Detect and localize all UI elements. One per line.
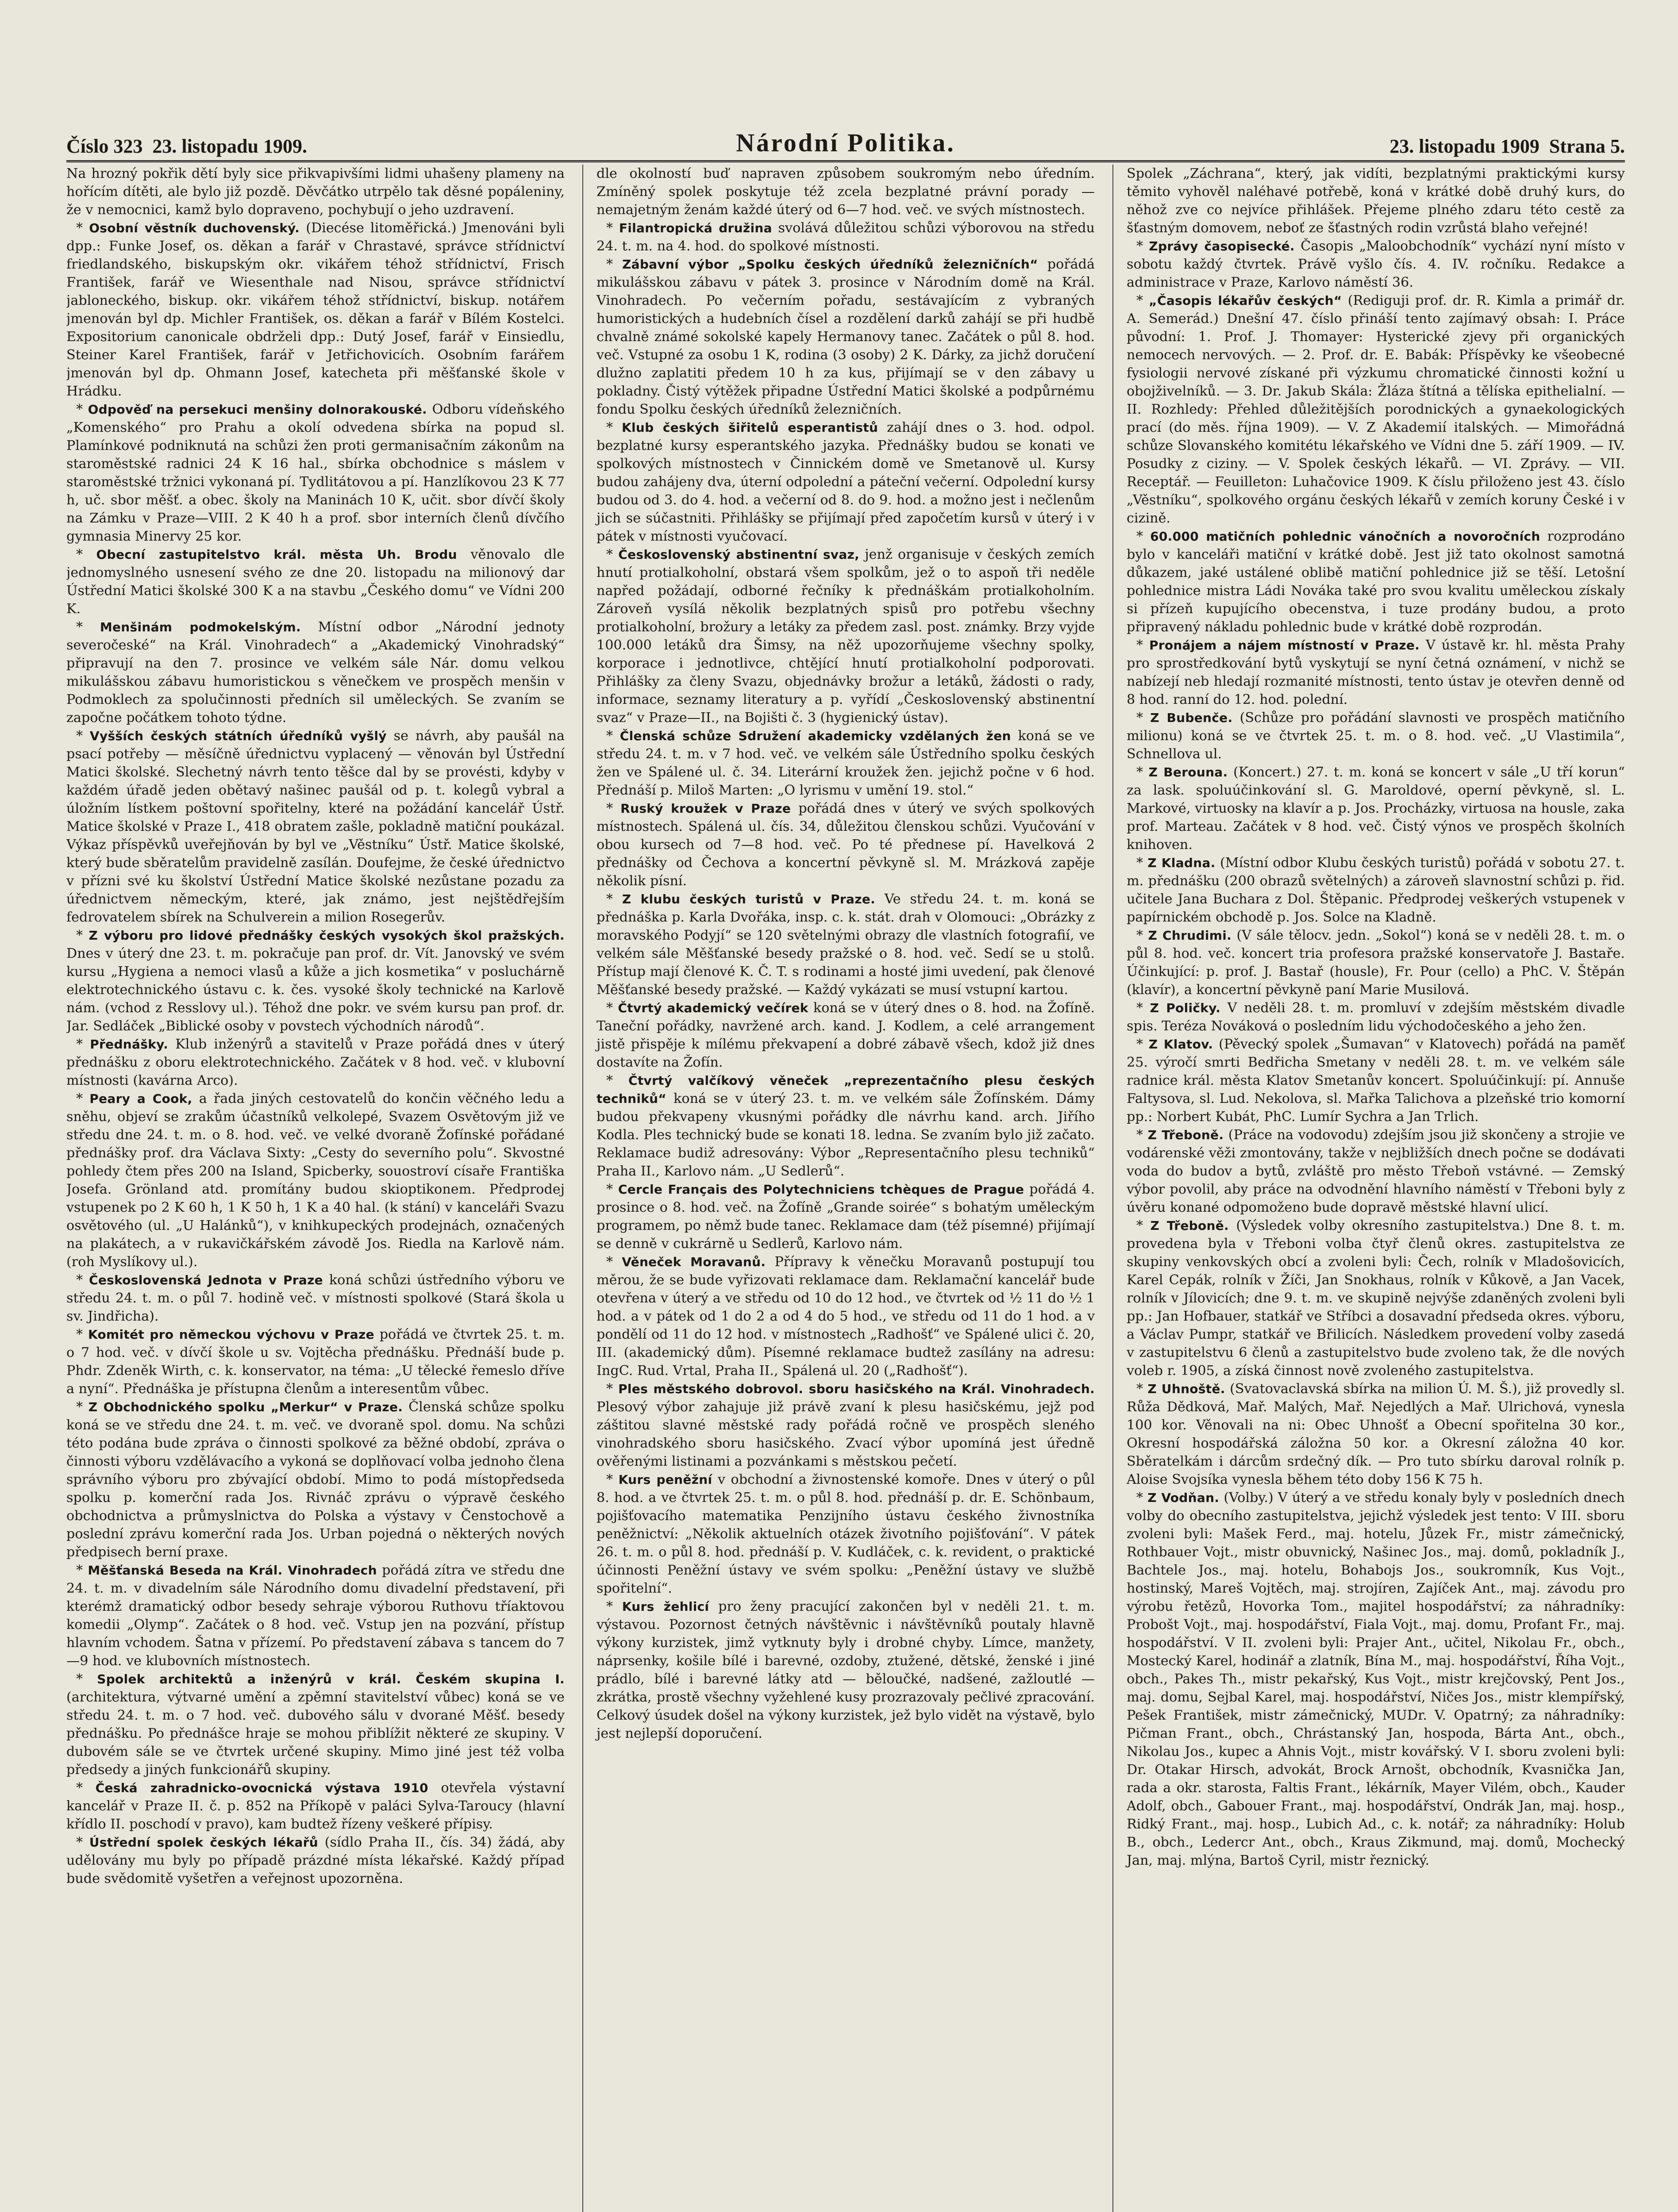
news-item-heading: Cercle Français des Polytechniciens tchèques de Prague xyxy=(618,1182,1024,1197)
news-item-heading: Z Berouna. xyxy=(1148,765,1228,780)
news-item: * Kurs žehlicí pro ženy pracující zakončen byl v neděli 21. t. m. výstavou. Pozornost četných návštěvnic i návštěvníků poutaly hlavně výkony kurzistek, jimž vytknuty byly i drobné chyby. Límce, manžety, náprsenky, košile bílé i barevné, ozdoby, ztužené, dětské, ženské i jiné prádlo, bílé i barevné látky atd — běloučké, nadšené, zažloutlé — zkrátka, prostě všechny vyžehlené kusy prozrazovaly pečlivé zpracování. Celkový úsudek došel na výkony kurzistek, jež bylo vidět na výstavě, bylo jest nejlepší doporučení. xyxy=(597,1599,1095,1741)
news-item-text: Klub inženýrů a stavitelů v Praze pořádá dnes v úterý přednášku z oboru elektrotechnického. Začátek v 8 hod. več. v klubovní místnosti (kavárna Arco). xyxy=(66,1037,565,1088)
news-item-heading: Z Třeboně. xyxy=(1147,1128,1224,1142)
news-item xyxy=(1127,165,1625,237)
news-item-text: Plesový výbor zahajuje již právě zvaní k plesu hasičskému, jejž pod záštitou slavné městské rady pořádá ročně ve prospěch sleného vinohradského sboru hasičského. Zvací výbor upomíná jest úředně ověřenými listinami a pozvánkami s městskou pečetí. xyxy=(597,1399,1095,1469)
news-item: * Z Třeboně. (Práce na vodovodu) zdejším jsou již skončeny a strojie ve vodárenské věži zmontovány, takže v nejbližších dnech počne se dodávati voda do budov a bytů, zvláště pro město Třeboň vstávné. — Zemský výbor povolil, aby práce na odvodnění hlavního náměstí v Třeboni byly z úvěru konané odpomoženo bude dopravě městské hlavní ulicí. xyxy=(1127,1127,1625,1215)
news-item-text: (Svatovaclavská sbírka na milion Ú. M. Š.), již provedly sl. Růža Dědková, Mař. Malých, Mař. Nejedlých a Mař. Ulrichová, vynesla 100 kor. Věnovali na ni: Obec Uhnošť a Obecní spořitelna 30 kor., Okresní hospodářská záložna 50 kor. a Okresní záložna 40 kor. Sběratelkám i dárcům srdečný dík. — Pro tuto sbírku daroval rolník p. Aloise Svojsíka vynesla během této doby 156 K 75 h. xyxy=(1127,1381,1625,1487)
news-item-heading: Z Obchodnického spolku „Merkur“ v Praze. xyxy=(88,1400,403,1414)
news-item-heading: Přednášky. xyxy=(90,1037,169,1052)
news-item-text: Na hrozný pokřik dětí byly sice přikvapivšími lidmi uhašeny plameny na hořícím dítěti, ale bylo již pozdě. Děvčátko utrpělo tak děsné popáleniny, že v nemocnici, kamž bylo dopraveno, pochybují o jeho uzdravení. xyxy=(66,166,565,218)
news-item-text: svolává důležitou schůzi výborovou na středu 24. t. m. na 4. hod. do spolkové místnosti. xyxy=(597,220,1095,254)
news-item-text: pořádá mikulášskou zábavu v pátek 3. prosince v Národním domě na Král. Vinohradech. Po večerním pořadu, sestávajícím z vybraných humoristických a hudebních čísel a rozdělení darků zahájí se při hudbě chvalně známé sokolské kapely Hermanovy tanec. Začátek o půl 8. hod. več. Vstupné za osobu 1 K, rodina (3 osoby) 2 K. Dárky, za jichž doručení dlužno zaplatiti předem 10 h za kus, přijímají se v den zábavy u pokladny. Čistý výtěžek připadne Ústřední Matici školské a podpůrnému fondu Spolku českých úředníků železničních. xyxy=(597,257,1095,417)
news-item-text: dle okolností buď napraven způsobem soukromým nebo úředním. Zmíněný spolek poskytuje též zcela bezplatné právní porady — nemajetným ženám každé úterý od 6—7 hod. več. ve svých místnostech. xyxy=(597,166,1095,218)
news-item-text: (Pěvecký spolek „Šumavan“ v Klatovech) pořádá na paměť 25. výročí smrti Bedřicha Smetany v neděli 28. t. m. ve velkém sále radnice král. města Klatov Smetanův koncert. Spoluúčinkují: pí. Annuše Faltysova, sl. Lud. Nekolova, sl. Mařka Talichova a plzeňské trio komorní pp.: Norbert Kubát, PhC. Lumír Sychra a Jan Trlich. xyxy=(1127,1037,1625,1125)
news-item-heading: Z Kladna. xyxy=(1147,856,1216,870)
news-item: * Česká zahradnicko-ovocnická výstava 1910 otevřela výstavní kancelář v Praze II. č. p. 852 na Příkopě v paláci Sylva-Taroucy (hlavní křídlo II. poschodí v pravo), kam budtež řízeny veškeré přípisy. xyxy=(66,1780,565,1832)
news-item-text: rozprodáno bylo v kanceláři matiční v krátké době. Jest již tato okolnost samotná důkazem, jaké ustálené oblibě matiční pohlednice již se těší. Letošní pohlednice mistra Ládi Nováka také pro svou kvalitu uměleckou získaly si přízeň kupujícího obecenstva, i tuze prodány budou, a proto připravený nákladu pohlednic bude v krátké době rozprodán. xyxy=(1127,529,1625,635)
news-item: * Filantropická družina svolává důležitou schůzi výborovou na středu 24. t. m. na 4. hod. do spolkové místnosti. xyxy=(597,220,1095,254)
news-item-text: věnovalo dle jednomyslného usnesení svého ze dne 20. listopadu na milionový dar Ústřední Matici školské 300 K a na stavbu „Českého domu“ ve Vídni 200 K. xyxy=(66,547,565,617)
news-item: * Z Berouna. (Koncert.) 27. t. m. koná se koncert v sále „U tří korun“ za lask. spoluúčinkování sl. G. Maroldové, operní pěvkyně, sl. L. Markové, virtuosky na klavír a p. Jos. Procházky, virtuosa na housle, zaka prof. Marteau. Začátek v 8 hod. več. Čistý výnos ve prospěch školních knihoven. xyxy=(1127,764,1625,853)
news-item-heading: Klub českých šiřitelů esperantistů xyxy=(622,420,878,435)
news-item-heading: Z Chrudimi. xyxy=(1148,928,1232,943)
news-item-text: pořádá zítra ve středu dne 24. t. m. v divadelním sále Národního domu divadelní představení, při kterémž dramatický odbor besedy sehraje výborou Ruthovu tříaktovou komedii „Olymp“. Začátek o 8 hod. več. Vstup jen na pozvání, přístup hlavním vchodem. Šatna v přízemí. Po představení zábava s tancem do 7—9 hod. ve klubovních místnostech. xyxy=(66,1563,565,1669)
news-item: * Osobní věstník duchovenský. (Diecése litoměřická.) Jmenováni byli dpp.: Funke Josef, os. děkan a farář v Chrastavé, správce střídnictví friedlandského, biskupským okr. vikářem téhož střídnictví, Frisch František, farář ve Wiesenthale nad Nisou, správce střídnictví jabloneckého, biskup. okr. vikářem téhož střídnictví, biskup. notářem jmenován byl dp. Michler František, os. děkan a farář v Bílém Kostelci. Expositorium canonicale obdrželi dpp.: Dutý Josef, farář v Einsiedlu, Steiner Karel František, farář v Jetřichovicích. Osobním farářem jmenován byl dp. Ohmann Josef, katecheta při měšťanské škole v Hrádku. xyxy=(66,220,565,399)
news-item-heading: Menšinám podmokelským. xyxy=(100,620,301,634)
news-item-heading: Osobní věstník duchovenský. xyxy=(89,221,300,235)
news-item-heading: Kurs peněžní xyxy=(618,1472,712,1487)
news-item-text: V neděli 28. t. m. promluví v zdejším městském divadle spis. Terézа Nováková o posledním lidu východočeského a jeho žen. xyxy=(1127,1000,1625,1034)
column-3 xyxy=(1112,165,1625,2212)
news-item: * Z klubu českých turistů v Praze. Ve středu 24. t. m. koná se přednáška p. Karla Dvořáka, insp. c. k. stát. drah v Olomouci: „Obrázky z moravského Podyjí“ se 120 světelnými obrazy dle vlastních fotografií, ve velkém sále Měšťanské besedy pražské o 8. hod. več. Sedí se u stolů. Přístup mají členové K. Č. T. s rodinami a hosté jimi uvedení, pak členové Měšťanské besedy pražské. — Každý vykázati se musí vstupní kartou. xyxy=(597,891,1095,998)
news-item: * Menšinám podmokelským. Místní odbor „Národní jednoty severočeské“ na Král. Vinohradech“ a „Akademický Vinohradský“ připravují na den 7. prosince ve velkém sále Nár. domu velkou mikulášskou zábavu humoristickou s věnečkem ve prospěch menšin v Podmoklech za spolučinnosti předních sil uměleckých. Se zvaním se započne počátkem tohoto týdne. xyxy=(66,619,565,726)
news-item-heading: Z Uhnoště. xyxy=(1147,1382,1225,1396)
issue-date-right: 23. listopadu 1909 Strana 5. xyxy=(1389,135,1625,157)
news-item-text: Spolek „Záchrana“, který, jak vidíti, bezplatnými praktickými kursy těmito vyhověl naléhavé potřebě, koná v krátké době druhý kurs, do něhož zve co nejvíce přihlášek. Přejeme plného zdaru této cestě za šťastným domovem, neboť ze šťastných rodin vzrůstá blaho veřejné! xyxy=(1127,166,1625,236)
news-item-heading: „Časopis lékařův českých“ xyxy=(1149,293,1342,308)
news-item-text: (Rediguji prof. dr. R. Kimla a primář dr. A. Semerád.) Dnešní 47. číslo přináší tento zajímavý obsah: I. Práce původní: 1. Prof. J. Thomayer: Hysterické zjevy při organických nemocech nervových. — 2. Prof. dr. E. Babák: Příspěvky ke všeobecné fysiologii nervové získané při výzkumu chromatické činnosti kožní u obojživelníků. — 3. Dr. Jakub Skála: Žláza štítná a tělíska epithelialní. — II. Rozhledy: Přehled důležitějších porodnických a gynaekologických prací (do měs. října 1909). — V. Z Akademií italských. — Mimořádná schůze Slovanského komitétu lékařského ve Vídni dne 5. září 1909. — IV. Posudky z ciziny. — V. Spolek českých lékařů. — VI. Zprávy. — VII. Receptář. — Feuilleton: Luhačovice 1909. K číslu přiloženo jest 43. číslo „Věstníku“, spolkového orgánu českých lékařů v zemích koruny České i v cizině. xyxy=(1127,293,1625,526)
news-item-heading: Věneček Moravanů. xyxy=(622,1255,766,1269)
news-item-heading: Z Bubenče. xyxy=(1150,710,1233,725)
news-item: * Přednášky. Klub inženýrů a stavitelů v Praze pořádá dnes v úterý přednášku z oboru elektrotechnického. Začátek v 8 hod. več. v klubovní místnosti (kavárna Arco). xyxy=(66,1037,565,1088)
news-item: * Čtvrtý valčíkový věneček „reprezentačního plesu českých techniků“ koná se v úterý 23. t. m. ve velkém sále Žofínském. Dámy budou překvapeny vkusnými pořádky dle návrhu kand. arch. Jiřího Kodla. Ples technický bude se konati 18. ledna. Se zvaním bylo již začato. Reklamace budiž adresovány: Výbor „Representačního plesu techniků“ Praha II., Karlovo nám. „U Sedlerů“. xyxy=(597,1073,1095,1179)
news-item-text: Časopis „Maloobchodník“ vychází nyní místo v sobotu každý čtvrtek. Právě vyšlo čís. 4. IV. ročníku. Redakce a administrace v Praze, Karlovo náměstí 36. xyxy=(1127,238,1625,290)
news-item-text: jenž organisuje v českých zemích hnutí protialkoholní, obstará všem spolkům, jež o to aspoň tři neděle napřed požádají, odborné řečníky k přednáškám protialkoholním. Zároveň vysílá několik bezplatných spisů pro potřebu všechny protialkoholní, brožury a letáky za předem zasl. post. známky. Brzy vyjde 100.000 letáků dra Šimsy, na něž upozorňujeme všechny spolky, korporace i jednotlivce, chtějící hnutí protialkoholní podporovati. Přihlášky za členy Svazu, objednávky brožur a letáků, žádosti o rady, informace, seznamy literatury a p. vyřídí „Československý abstinentní svaz“ v Praze—II., na Bojišti č. 3 (hygienický ústav). xyxy=(597,547,1095,726)
news-item: * Odpověď na persekuci menšiny dolnorakouské. Odboru vídeňského „Komenského“ pro Prahu a okolí odvedena sbírka na popud sl. Plamínkové podniknutá na schůzi žen proti germanisačním zákonům na staroměstské radnici 24 K 16 hal., sbírka obchodnice s máslem v staroměstské tržnici vykonaná pí. Tydlitátovou a pí. Hanzlíkovou 23 K 77 h, uč. sbor měšť. a obec. školy na Maninách 10 K, učit. sbor dívčí školy na Zámku v Praze—VIII. 2 K 40 h a prof. sbor interních členů dívčího gymnasia Minervy 25 kor. xyxy=(66,402,565,544)
news-item: * Z výboru pro lidové přednášky českých vysokých škol pražských. Dnes v úterý dne 23. t. m. pokračuje pan prof. dr. Vít. Janovský ve svém kursu „Hygiena a nemoci vlasů a kůže a jich kosmetika“ v posluchárně elektrotechnického ústavu c. k. čes. vysoké školy technické na Karlově nám. (vchod z Resslovy ul.). Téhož dne pokr. ve svém kursu pan prof. dr. Jar. Sedláček „Biblické osoby v povstech východních národů“. xyxy=(66,928,565,1034)
news-item-text: (Schůze pro pořádání slavnosti ve prospěch matičního milionu) koná se ve čtvrtek 25. t. m. o 8. hod. več. „U Vlastimila“, Schnellova ul. xyxy=(1127,710,1625,762)
news-item-heading: Kurs žehlicí xyxy=(622,1599,709,1614)
news-item-heading: Z Třeboně. xyxy=(1150,1218,1229,1233)
news-item: * Obecní zastupitelstvo král. města Uh. Brodu věnovalo dle jednomyslného usnesení svého ze dne 20. listopadu na milionový dar Ústřední Matici školské 300 K a na stavbu „Českého domu“ ve Vídni 200 K. xyxy=(66,547,565,617)
news-item: * Československý abstinentní svaz, jenž organisuje v českých zemích hnutí protialkoholní, obstará všem spolkům, jež o to aspoň tři neděle napřed požádají, odborné řečníky k přednáškám protialkoholním. Zároveň vysílá několik bezplatných spisů pro potřebu všechny protialkoholní, brožury a letáky za předem zasl. post. známky. Brzy vyjde 100.000 letáků dra Šimsy, na něž upozorňujeme všechny spolky, korporace i jednotlivce, chtějící hnutí protialkoholní podporovati. Přihlášky za členy Svazu, objednávky brožur a letáků, žádosti o rady, informace, seznamy literatury a p. vyřídí „Československý abstinentní svaz“ v Praze—II., na Bojišti č. 3 (hygienický ústav). xyxy=(597,547,1095,726)
news-item-text: koná se v úterý 23. t. m. ve velkém sále Žofínském. Dámy budou překvapeny vkusnými pořádky dle návrhu kand. arch. Jiřího Kodla. Ples technický bude se konati 18. ledna. Se zvaním bylo již začato. Reklamace budiž adresovány: Výbor „Representačního plesu techniků“ Praha II., Karlovo nám. „U Sedlerů“. xyxy=(597,1091,1095,1179)
news-item: * Vyšších českých státních úředníků vyšlý se návrh, aby paušál na psací potřeby — měsíčně úřednictvu vyplacený — věnován byl Ústřední Matici školské. Slechetný návrh tento těšce dal by se provésti, kdyby v každém úřadě jeden obětavý našinec paušál od p. t. kolegů vybral a úložním lístkem poštovní spořitelny, které na požádání kancelář Ústř. Matice školské v Praze I., 418 obratem zašle, pokladně matiční poukázal. Výkaz příspěvků uveřejňován by byl ve „Věstníku“ Ústř. Matice školské, který bude sběratelům pravidelně zasílán. Doufejme, že české úřednictvo v přízni své ku školství Ústřední Matice školské nezůstane pozadu za úřednictvem německým, které, jak známo, jest nejštědřejším fedrovatelem sbírek na Schulverein a milion Rosegerův. xyxy=(66,728,565,925)
news-item-text: Členská schůze spolku koná se ve středu dne 24. t. m. več. ve dvoraně spol. domu. Na schůzi této podána bude zpráva o činnosti spolkové za běžné období, zpráva o činnosti výboru vzdělávacího a vykoná se doplňovací volba jednoho člena správního výboru pro zbývající období. Mimo to podá místopředseda spolku p. komerční rada Jos. Rivnáč zprávu o výpravě českého obchodnictva a průmyslnictva do Polska a výstavy v Čenstochově a poslední zprávu komerční rada Jos. Urban pojedná o některých nových předpisech berní praxe. xyxy=(66,1399,565,1560)
news-item: * Z Klatov. (Pěvecký spolek „Šumavan“ v Klatovech) pořádá na paměť 25. výročí smrti Bedřicha Smetany v neděli 28. t. m. ve velkém sále radnice král. města Klatov Smetanův koncert. Spoluúčinkují: pí. Annuše Faltysova, sl. Lud. Nekolova, sl. Mařka Talichova a plzeňské trio komorní pp.: Norbert Kubát, PhC. Lumír Sychra a Jan Trlich. xyxy=(1127,1037,1625,1125)
news-item: * Komitét pro německou výchovu v Praze pořádá ve čtvrtek 25. t. m. o 7 hod. več. v dívčí škole u sv. Vojtěcha přednášku. Přednáší bude p. Phdr. Zdeněk Wirth, c. k. konservator, na téma: „U tělecké řemeslo dříve a nyní“. Přednáška je přístupna členům a interesentům vůbec. xyxy=(66,1327,565,1397)
news-item: * Ples městského dobrovol. sboru hasičského na Král. Vinohradech. Plesový výbor zahajuje již právě zvaní k plesu hasičskému, jejž pod záštitou slavné městské rady pořádá ročně ve prospěch sleného vinohradského sboru hasičského. Zvací výbor upomíná jest úředně ověřenými listinami a pozvánkami s městskou pečetí. xyxy=(597,1381,1095,1469)
news-item-text: (V sále tělocv. jedn. „Sokol“) koná se v neděli 28. t. m. o půl 8. hod. več. koncert tria profesora pražské konservatoře J. Bastaře. Účinkující: p. prof. J. Bastař (housle), Fr. Pour (cello) a PhC. V. Štěpán (klavír), a koncertní pěvkyně paní Marie Musilová. xyxy=(1127,928,1625,998)
news-item: * Z Poličky. V neděli 28. t. m. promluví v zdejším městském divadle spis. Terézа Nováková o posledním lidu východočeského a jeho žen. xyxy=(1127,1000,1625,1034)
news-item-text: otevřela výstavní kancelář v Praze II. č. p. 852 na Příkopě v paláci Sylva-Taroucy (hlavní křídlo II. poschodí v pravo), kam budtež řízeny veškeré přípisy. xyxy=(66,1780,565,1832)
news-item-text: Místní odbor „Národní jednoty severočeské“ na Král. Vinohradech“ a „Akademický Vinohradský“ připravují na den 7. prosince ve velkém sále Nár. domu velkou mikulášskou zábavu humoristickou s věnečkem ve prospěch menšin v Podmoklech za spolučinnosti předních sil uměleckých. Se zvaním se započne počátkem tohoto týdne. xyxy=(66,619,565,726)
news-item-heading: Z výboru pro lidové přednášky českých vysokých škol pražských. xyxy=(89,928,565,943)
news-item-heading: Z klubu českých turistů v Praze. xyxy=(622,892,876,906)
news-item-heading: Spolek architektů a inženýrů v král. Českém skupina I. xyxy=(97,1672,565,1686)
columns xyxy=(66,165,1625,2212)
news-item: * 60.000 matičních pohlednic vánočních a novoročních rozprodáno bylo v kanceláři matiční v krátké době. Jest již tato okolnost samotná důkazem, jaké ustálené oblibě matiční pohlednice již se těší. Letošní pohlednice mistra Ládi Nováka také pro svou kvalitu uměleckou získaly si přízeň kupujícího obecenstva, i tuze prodány budou, a proto připravený nákladu pohlednic bude v krátké době rozprodán. xyxy=(1127,529,1625,635)
news-item-text: koná schůzi ústředního výboru ve středu 24. t. m. o půl 7. hodině več. v místnosti spolkové (Stará škola u sv. Jindřicha). xyxy=(66,1272,565,1324)
news-item-text: v obchodní a živnostenské komoře. Dnes v úterý o půl 8. hod. a ve čtvrtek 25. t. m. o půl 8. hod. přednáší p. dr. E. Schönbaum, pojišťovacího matematika Penzijního ústavu českého živnostníka peněžnictví: „Několik aktuelních otázek životního pojišťování“. V pátek 26. t. m. o půl 8. hod. přednáší p. V. Kudláček, c. k. revident, o praktické účinnosti Peněžní ústavy ve svém spolku: „Peněžní ústavy ve službě spořitelní“. xyxy=(597,1472,1095,1596)
news-item: * Z Chrudimi. (V sále tělocv. jedn. „Sokol“) koná se v neděli 28. t. m. o půl 8. hod. več. koncert tria profesora pražské konservatoře J. Bastaře. Účinkující: p. prof. J. Bastař (housle), Fr. Pour (cello) a PhC. V. Štěpán (klavír), a koncertní pěvkyně paní Marie Musilová. xyxy=(1127,928,1625,998)
news-item-text: pořádá 4. prosince o 8. hod. več. na Žofíně „Grande soirée“ s bohatým uměleckým programem, po němž bude tanec. Reklamace dam (též písemné) přijímají se denně v cukrárně u Sedlerů, Karlovo nám. xyxy=(597,1182,1095,1252)
news-item-heading: Obecní zastupitelstvo král. města Uh. Brodu xyxy=(96,547,457,562)
news-item-heading: Čtvrtý akademický večírek xyxy=(618,1001,808,1015)
news-item-heading: Měšťanská Beseda na Král. Vinohradech xyxy=(88,1563,377,1578)
news-item-text: Odboru vídeňského „Komenského“ pro Prahu a okolí odvedena sbírka na popud sl. Plamínkové podniknutá na schůzi žen proti germanisačním zákonům na staroměstské radnici 24 K 16 hal., sbírka obchodnice s máslem v staroměstské tržnici vykonaná pí. Tydlitátovou a pí. Hanzlíkovou 23 K 77 h, uč. sbor měšť. a obec. školy na Maninách 10 K, učit. sbor dívčí školy na Zámku v Praze—VIII. 2 K 40 h a prof. sbor interních členů dívčího gymnasia Minervy 25 kor. xyxy=(66,402,565,544)
news-item-heading: Z Poličky. xyxy=(1150,1001,1221,1015)
news-item-text: koná se ve středu 24. t. m. v 7 hod. več. ve velkém sále Ústředního spolku českých žen ve Spálené ul. č. 34. Literární kroužek žen. jejichž počne v 6 hod. Přednáší p. Miloš Marten: „O lyrismu v umění 19. stol.“ xyxy=(597,728,1095,798)
news-item-text: (architektura, výtvarné umění a zpěmní stavitelství vůbec) koná se ve středu 24. t. m. o 7 hod. več. dubového sálu v dvorané Měšť. besedy přednášku. Po přednášce hraje se mohou přiblížit některé ze skupiny. V dubovém sále se ve čtvrtek určené skupiny. Mimo jiné jest též volba předsedy a jiných funkcionářů skupiny. xyxy=(66,1690,565,1778)
news-item-heading: Filantropická družina xyxy=(619,221,772,235)
news-item: * Členská schůze Sdružení akademicky vzdělaných žen koná se ve středu 24. t. m. v 7 hod. več. ve velkém sále Ústředního spolku českých žen ve Spálené ul. č. 34. Literární kroužek žen. jejichž počne v 6 hod. Přednáší p. Miloš Marten: „O lyrismu v umění 19. stol.“ xyxy=(597,728,1095,798)
news-item: * „Časopis lékařův českých“ (Rediguji prof. dr. R. Kimla a primář dr. A. Semerád.) Dnešní 47. číslo přináší tento zajímavý obsah: I. Práce původní: 1. Prof. J. Thomayer: Hysterické zjevy při organických nemocech nervových. — 2. Prof. dr. E. Babák: Příspěvky ke všeobecné fysiologii nervové získané při výzkumu chromatické činnosti kožní u obojživelníků. — 3. Dr. Jakub Skála: Žláza štítná a tělíska epithelialní. — II. Rozhledy: Přehled důležitějších porodnických a gynaekologických prací (do měs. října 1909). — V. Z Akademií italských. — Mimořádná schůze Slovanského komitétu lékařského ve Vídni dne 5. září 1909. — IV. Posudky z ciziny. — V. Spolek českých lékařů. — VI. Zprávy. — VII. Receptář. — Feuilleton: Luhačovice 1909. K číslu přiloženo jest 43. číslo „Věstníku“, spolkového orgánu českých lékařů v zemích koruny České i v cizině. xyxy=(1127,293,1625,526)
news-item-heading: Ruský kroužek v Praze xyxy=(620,801,791,816)
news-item-heading: Členská schůze Sdružení akademicky vzdělaných žen xyxy=(620,729,1011,743)
news-item: * Z Kladna. (Místní odbor Klubu českých turistů) pořádá v sobotu 27. t. m. přednášku (200 obrazů světelných) a zároveň slavnostní schůzi p. řid. učitele Jana Buchara z Dol. Štěpanic. Předprodej veškerých vstupenek v papírnickém obchodě p. Jos. Solce na Kladně. xyxy=(1127,855,1625,925)
news-item-heading: Z Klatov. xyxy=(1148,1037,1213,1052)
news-item: * Ruský kroužek v Praze pořádá dnes v úterý ve svých spolkových místnostech. Spálená ul. čís. 34, důležitou členskou schůzi. Vyučování v obou kursech od 7—8 hod. več. Po té přednese pí. Havelková 2 přednášky od Čechova a koncertní pěvkyně sl. M. Mrázková zapěje několik písní. xyxy=(597,801,1095,889)
news-item-heading: Československý abstinentní svaz, xyxy=(618,547,860,562)
news-item: * Cercle Français des Polytechniciens tchèques de Prague pořádá 4. prosince o 8. hod. več. na Žofíně „Grande soirée“ s bohatým uměleckým programem, po němž bude tanec. Reklamace dam (též písemné) přijímají se denně v cukrárně u Sedlerů, Karlovo nám. xyxy=(597,1182,1095,1252)
news-item-heading: Ples městského dobrovol. sboru hasičského na Král. Vinohradech. xyxy=(618,1382,1095,1396)
news-item: * Ústřední spolek českých lékařů (sídlo Praha II., čís. 34) žádá, aby udělovány mu byly po případě prázdné místa lékařské. Každý případ bude svědomitě vyšetřen a veřejnost upozorněna. xyxy=(66,1835,565,1886)
news-item xyxy=(66,165,565,219)
news-item-text: koná se v úterý dnes o 8. hod. na Žofíně. Taneční pořádky, navržené arch. kand. J. Kodlem, a celé arrangement jistě přispěje k mílému překvapení a dobré zábavě všech, kdož již dnes dostavíte na Žofín. xyxy=(597,1000,1095,1070)
news-item-text: Přípravy k věnečku Moravanů postupují tou měrou, že se bude vyřizovati reklamace dam. Reklamační kancelář bude otevřena v úterý a ve středu od 10 do 12 hod., ve čtvrtek od ½ 11 do ½ 1 hod. a v pátek od 1 do 2 a od 4 do 5 hod., ve středu od 11 do 1 hod. a v pondělí od 11 do 12 hod. v místnostech „Radhošť“ ve Spálené ulici č. 20, III. (akademický dům). Písemné reklamace budtež zasílány na adresu: IngC. Rud. Vrtal, Praha II., Spálená ul. 20 („Radhošť“). xyxy=(597,1254,1095,1379)
news-item: * Spolek architektů a inženýrů v král. Českém skupina I. (architektura, výtvarné umění a zpěmní stavitelství vůbec) koná se ve středu 24. t. m. o 7 hod. več. dubového sálu v dvorané Měšť. besedy přednášku. Po přednášce hraje se mohou přiblížit některé ze skupiny. V dubovém sále se ve čtvrtek určené skupiny. Mimo jiné jest též volba předsedy a jiných funkcionářů skupiny. xyxy=(66,1671,565,1778)
news-item-text: pořádá dnes v úterý ve svých spolkových místnostech. Spálená ul. čís. 34, důležitou členskou schůzi. Vyučování v obou kursech od 7—8 hod. več. Po té přednese pí. Havelková 2 přednášky od Čechova a koncertní pěvkyně sl. M. Mrázková zapěje několik písní. xyxy=(597,801,1095,889)
column-2 xyxy=(582,165,1095,2212)
news-item-text: V ústavě kr. hl. města Prahy pro sprostředkování bytů vyskytují se nyní četná oznámení, v nichž se nabízejí neb hledají rozmanité místnosti, tento ústav je otevřen denně od 8 hod. ranní do 12. hod. polední. xyxy=(1127,637,1625,707)
news-item-heading: Československá Jednota v Praze xyxy=(89,1273,323,1287)
news-item: * Měšťanská Beseda na Král. Vinohradech pořádá zítra ve středu dne 24. t. m. v divadelním sále Národního domu divadelní představení, při kterémž dramatický odbor besedy sehraje výborou Ruthovu tříaktovou komedii „Olymp“. Začátek o 8 hod. več. Vstup jen na pozvání, přístup hlavním vchodem. Šatna v přízemí. Po představení zábava s tancem do 7—9 hod. ve klubovních místnostech. xyxy=(66,1563,565,1669)
news-item: * Kurs peněžní v obchodní a živnostenské komoře. Dnes v úterý o půl 8. hod. a ve čtvrtek 25. t. m. o půl 8. hod. přednáší p. dr. E. Schönbaum, pojišťovacího matematika Penzijního ústavu českého živnostníka peněžnictví: „Několik aktuelních otázek životního pojišťování“. V pátek 26. t. m. o půl 8. hod. přednáší p. V. Kudláček, c. k. revident, o praktické účinnosti Peněžní ústavy ve svém spolku: „Peněžní ústavy ve službě spořitelní“. xyxy=(597,1472,1095,1596)
news-item-heading: Vyšších českých státních úředníků vyšlý xyxy=(89,729,387,743)
news-item xyxy=(597,165,1095,219)
news-item-heading: Odpověď na persekuci menšiny dolnorakouské. xyxy=(88,402,427,417)
news-item-text: pořádá ve čtvrtek 25. t. m. o 7 hod. več. v dívčí škole u sv. Vojtěcha přednášku. Přednáší bude p. Phdr. Zdeněk Wirth, c. k. konservator, na téma: „U tělecké řemeslo dříve a nyní“. Přednáška je přístupna členům a interesentům vůbec. xyxy=(66,1327,565,1397)
news-item: * Peary a Cook, a řada jiných cestovatelů do končin věčného ledu a sněhu, objeví se zrakům účastníků velkolepé, Svazem Osvětovým již ve středu dne 24. t. m. o 8. hod. več. ve velké dvoraně Žofínské pořádané přednášky prof. dra Václava Sixty: „Cesty do severního polu“. Skvostné pohledy čtem přes 200 na Island, Spicberky, souostroví císaře Františka Josefa. Grönland atd. promítány budou skioptikonem. Předprodej vstupenek po 2 K 60 h, 1 K 50 h, 1 K a 40 hal. (k stání) v kanceláři Svazu osvětového (ul. „U Halánků“), v knihkupeckých prodejnách, označených na plakátech, a v rukavičkářském závodě Jos. Riedla na Karlově nám. (roh Myslíkovy ul.). xyxy=(66,1091,565,1270)
news-item: * Z Třeboně. (Výsledek volby okresního zastupitelstva.) Dne 8. t. m. provedena byla v Třeboni volba čtyř členů okres. zastupitelstva ze skupiny venkovských obcí a zvoleni byli: Čech, rolník v Mladošovicích, Karel Cepák, rolník v Žíči, Jan Snokhaus, rolník v Kůkově, a Jan Vacek, rolník v Jílovicích; dne 9. t. m. ve skupině nejvýše zdaněných zvoleni byli pp.: Jan Hofbauer, statkář ve Stříbci a dosavadní předseda okres. výboru, a Václav Pumpr, statkář ve Břilicích. Následkem provedení volby zasedá v zastupitelstvu 6 členů a zastupitelstvo bude zvoleno tak, že dle nových voleb r. 1905, a získá činnost nově zvoleného zastupitelstva. xyxy=(1127,1218,1625,1379)
masthead: Národní Politika. xyxy=(736,128,955,157)
header-rule xyxy=(66,160,1625,162)
news-item-heading: Zprávy časopisecké. xyxy=(1149,239,1295,253)
news-item: * Z Vodňan. (Volby.) V úterý a ve středu konaly byly v posledních dnech volby do obecního zastupitelstva, jejichž výsledek jest tento: V III. sboru zvoleni byli: Mašek Ferd., maj. hotelu, Jůzek Fr., mistr zámečnický, Rothbauer Vojt., mistr obuvnický, Našinec Jos., maj. domů, pokladník J., Bachtele Jos., maj. hotelu, Bohabojs Jos., soukromník, Kus Vojt., hostinský, Mareš Vojtěch, maj. strojíren, Zajíček Ant., maj. závodu pro výrobu řetězů, Hovorka Tom., majitel hospodářství; za náhradníky: Probošt Vojt., maj. hospodářství, Fiala Vojt., maj. domu, Profant Fr., maj. hospodářství. V II. zvoleni byli: Prajer Ant., učitel, Nikolau Fr., obch., Mostecký Karel, hodinář a zlatník, Bína M., maj. hospodářství, Říha Vojt., obch., Pakes Th., mistr pekařský, Kus Vojt., mistr krejčovský, Pent Jos., maj. domu, Sejbal Karel, maj. hospodářství, Ničes Jos., mistr klempířský, Pešek František, mistr zámečnický, MUDr. V. Opatrný; za náhradníky: Pičman Frant., obch., Chrástanský Jan, hospoda, Bárta Ant., obch., Nikolau Jos., kupec a Ahnis Vojt., mistr kovářský. V I. sboru zvoleni byli: Dr. Otakar Hirsch, advokát, Brock Arnošt, obchodník, Kvasnička Jan, rada a okr. starosta, Faltis Frant., lékárník, Mayer Vilém, obch., Kauder Adolf, obch., Gabouer Frant., maj. hospodářství, Ondrák Jan, maj. hosp., Ridký Frant., maj. hosp., Lubich Ad., c. k. notář; za náhradníky: Holub B., obch., Ledercr Ant., obch., Kraus Zikmund, maj. domů, Mochecký Jan, maj. mlýna, Bartoš Cyril, mistr řeznický. xyxy=(1127,1490,1625,1868)
news-item: * Z Obchodnického spolku „Merkur“ v Praze. Členská schůze spolku koná se ve středu dne 24. t. m. več. ve dvoraně spol. domu. Na schůzi této podána bude zpráva o činnosti spolkové za běžné období, zpráva o činnosti výboru vzdělávacího a vykoná se doplňovací volba jednoho člena správního výboru pro zbývající období. Mimo to podá místopředseda spolku p. komerční rada Jos. Rivnáč zprávu o výpravě českého obchodnictva a průmyslnictva do Polska a výstavy v Čenstochově a poslední zprávu komerční rada Jos. Urban pojedná o některých nových předpisech berní praxe. xyxy=(66,1399,565,1560)
news-item-heading: Komitét pro německou výchovu v Praze xyxy=(88,1327,374,1342)
news-item-text: pro ženy pracující zakončen byl v neděli 21. t. m. výstavou. Pozornost četných návštěvnic i návštěvníků poutaly hlavně výkony kurzistek, jimž vytknuty byly i drobné chyby. Límce, manžety, náprsenky, košile bílé i barevné, ozdoby, ztužené, dětské, ženské i jiné prádlo, bílé i barevné látky atd — běloučké, nadšené, zažloutlé — zkrátka, prostě všechny vyžehlené kusy prozrazovaly pečlivé zpracování. Celkový úsudek došel na výkony kurzistek, jež bylo vidět na výstavě, bylo jest nejlepší doporučení. xyxy=(597,1599,1095,1741)
news-item-heading: Ústřední spolek českých lékařů xyxy=(89,1835,319,1850)
news-item: * Československá Jednota v Praze koná schůzi ústředního výboru ve středu 24. t. m. o půl 7. hodině več. v místnosti spolkové (Stará škola u sv. Jindřicha). xyxy=(66,1272,565,1324)
news-item-text: (Výsledek volby okresního zastupitelstva.) Dne 8. t. m. provedena byla v Třeboni volba čtyř členů okres. zastupitelstva ze skupiny venkovských obcí a zvoleni byli: Čech, rolník v Mladošovicích, Karel Cepák, rolník v Žíči, Jan Snokhaus, rolník v Kůkově, a Jan Vacek, rolník v Jílovicích; dne 9. t. m. ve skupině nejvýše zdaněných zvoleni byli pp.: Jan Hofbauer, statkář ve Stříbci a dosavadní předseda okres. výboru, a Václav Pumpr, statkář ve Břilicích. Následkem provedení volby zasedá v zastupitelstvu 6 členů a zastupitelstvo bude zvoleno tak, že dle nových voleb r. 1905, a získá činnost nově zvoleného zastupitelstva. xyxy=(1127,1218,1625,1379)
news-item-text: zahájí dnes o 3. hod. odpol. bezplatné kursy esperantského jazyka. Přednášky budou se konati ve spolkových místnostech v Činnickém domě ve Smetanově ul. Kursy budou zahájeny dva, úterní odpolední a páteční večerní. Odpolední kursy budou od 3. do 4. hod. a večerní od 8. do 9. hod. a možno jest i nečlenům jich se súčastniti. Přihlášky se přijímají před započetím kursů v úterý i v pátek v místnosti vyučovací. xyxy=(597,420,1095,544)
news-item: * Pronájem a nájem místností v Praze. V ústavě kr. hl. města Prahy pro sprostředkování bytů vyskytují se nyní četná oznámení, v nichž se nabízejí neb hledají rozmanité místnosti, tento ústav je otevřen denně od 8 hod. ranní do 12. hod. polední. xyxy=(1127,637,1625,707)
news-item-heading: Z Vodňan. xyxy=(1147,1490,1220,1505)
news-item-text: Ve středu 24. t. m. koná se přednáška p. Karla Dvořáka, insp. c. k. stát. drah v Olomouci: „Obrázky z moravského Podyjí“ se 120 světelnými obrazy dle vlastních fotografií, ve velkém sále Měšťanské besedy pražské o 8. hod. več. Sedí se u stolů. Přístup mají členové K. Č. T. s rodinami a hosté jimi uvedení, pak členové Měšťanské besedy pražské. — Každý vykázati se musí vstupní kartou. xyxy=(597,891,1095,998)
column-1 xyxy=(66,165,565,2212)
news-item: * Klub českých šiřitelů esperantistů zahájí dnes o 3. hod. odpol. bezplatné kursy esperantského jazyka. Přednášky budou se konati ve spolkových místnostech v Činnickém domě ve Smetanově ul. Kursy budou zahájeny dva, úterní odpolední a páteční večerní. Odpolední kursy budou od 3. do 4. hod. a večerní od 8. do 9. hod. a možno jest i nečlenům jich se súčastniti. Přihlášky se přijímají před započetím kursů v úterý i v pátek v místnosti vyučovací. xyxy=(597,420,1095,544)
news-item-heading: Čtvrtý valčíkový věneček „reprezentačního plesu českých techniků“ xyxy=(597,1073,1095,1106)
news-item-text: (Diecése litoměřická.) Jmenováni byli dpp.: Funke Josef, os. děkan a farář v Chrastavé, správce střídnictví friedlandského, biskupským okr. vikářem téhož střídnictví, Frisch František, farář ve Wiesenthale nad Nisou, správce střídnictví jabloneckého, biskup. okr. vikářem téhož střídnictví, biskup. notářem jmenován byl dp. Michler František, os. děkan a farář v Bílém Kostelci. Expositorium canonicale obdrželi dpp.: Dutý Josef, farář v Einsiedlu, Steiner Karel František, farář v Jetřichovicích. Osobním farářem jmenován byl dp. Ohmann Josef, katecheta při měšťanské škole v Hrádku. xyxy=(66,220,565,399)
news-item-text: (Místní odbor Klubu českých turistů) pořádá v sobotu 27. t. m. přednášku (200 obrazů světelných) a zároveň slavnostní schůzi p. řid. učitele Jana Buchara z Dol. Štěpanic. Předprodej veškerých vstupenek v papírnickém obchodě p. Jos. Solce na Kladně. xyxy=(1127,855,1625,925)
news-item-text: (sídlo Praha II., čís. 34) žádá, aby udělovány mu byly po případě prázdné místa lékařské. Každý případ bude svědomitě vyšetřen a veřejnost upozorněna. xyxy=(66,1835,565,1886)
news-item-heading: Zábavní výbor „Spolku českých úředníků železničních“ xyxy=(622,257,1038,272)
news-item-text: (Koncert.) 27. t. m. koná se koncert v sále „U tří korun“ za lask. spoluúčinkování sl. G. Maroldové, operní pěvkyně, sl. L. Markové, virtuosky na klavír a p. Jos. Procházky, virtuosa na housle, zaka prof. Marteau. Začátek v 8 hod. več. Čistý výnos ve prospěch školních knihoven. xyxy=(1127,764,1625,853)
news-item-text: (Volby.) V úterý a ve středu konaly byly v posledních dnech volby do obecního zastupitelstva, jejichž výsledek jest tento: V III. sboru zvoleni byli: Mašek Ferd., maj. hotelu, Jůzek Fr., mistr zámečnický, Rothbauer Vojt., mistr obuvnický, Našinec Jos., maj. domů, pokladník J., Bachtele Jos., maj. hotelu, Bohabojs Jos., soukromník, Kus Vojt., hostinský, Mareš Vojtěch, maj. strojíren, Zajíček Ant., maj. závodu pro výrobu řetězů, Hovorka Tom., majitel hospodářství; za náhradníky: Probošt Vojt., maj. hospodářství, Fiala Vojt., maj. domu, Profant Fr., maj. hospodářství. V II. zvoleni byli: Prajer Ant., učitel, Nikolau Fr., obch., Mostecký Karel, hodinář a zlatník, Bína M., maj. hospodářství, Říha Vojt., obch., Pakes Th., mistr pekařský, Kus Vojt., mistr krejčovský, Pent Jos., maj. domu, Sejbal Karel, maj. hospodářství, Ničes Jos., mistr klempířský, Pešek František, mistr zámečnický, MUDr. V. Opatrný; za náhradníky: Pičman Frant., obch., Chrástanský Jan, hospoda, Bárta Ant., obch., Nikolau Jos., kupec a Ahnis Vojt., mistr kovářský. V I. sboru zvoleni byli: Dr. Otakar Hirsch, advokát, Brock Arnošt, obchodník, Kvasnička Jan, rada a okr. starosta, Faltis Frant., lékárník, Mayer Vilém, obch., Kauder Adolf, obch., Gabouer Frant., maj. hospodářství, Ondrák Jan, maj. hosp., Ridký Frant., maj. hosp., Lubich Ad., c. k. notář; za náhradníky: Holub B., obch., Ledercr Ant., obch., Kraus Zikmund, maj. domů, Mochecký Jan, maj. mlýna, Bartoš Cyril, mistr řeznický. xyxy=(1127,1490,1625,1868)
issue-date-left: Číslo 323 23. listopadu 1909. xyxy=(66,135,307,157)
news-item: * Z Bubenče. (Schůze pro pořádání slavnosti ve prospěch matičního milionu) koná se ve čtvrtek 25. t. m. o 8. hod. več. „U Vlastimila“, Schnellova ul. xyxy=(1127,710,1625,762)
news-item-heading: Pronájem a nájem místností v Praze. xyxy=(1149,638,1420,653)
news-item-text: (Práce na vodovodu) zdejším jsou již skončeny a strojie ve vodárenské věži zmontovány, takže v nejbližších dnech počne se dodávati voda do budov a bytů, zvláště pro město Třeboň vstávné. — Zemský výbor povolil, aby práce na odvodnění hlavního náměstí v Třeboni byly z úvěru konané odpomoženo bude dopravě městské hlavní ulicí. xyxy=(1127,1127,1625,1215)
news-item-heading: 60.000 matičních pohlednic vánočních a novoročních xyxy=(1150,529,1540,544)
news-item: * Z Uhnoště. (Svatovaclavská sbírka na milion Ú. M. Š.), již provedly sl. Růža Dědková, Mař. Malých, Mař. Nejedlých a Mař. Ulrichová, vynesla 100 kor. Věnovali na ni: Obec Uhnošť a Obecní spořitelna 30 kor., Okresní hospodářská záložna 50 kor. a Okresní záložna 40 kor. Sběratelkám i dárcům srdečný dík. — Pro tuto sbírku daroval rolník p. Aloise Svojsíka vynesla během této doby 156 K 75 h. xyxy=(1127,1381,1625,1487)
page-header xyxy=(66,122,1625,157)
news-item: * Zprávy časopisecké. Časopis „Maloobchodník“ vychází nyní místo v sobotu každý čtvrtek. Právě vyšlo čís. 4. IV. ročníku. Redakce a administrace v Praze, Karlovo náměstí 36. xyxy=(1127,238,1625,290)
news-item-text: Dnes v úterý dne 23. t. m. pokračuje pan prof. dr. Vít. Janovský ve svém kursu „Hygiena a nemoci vlasů a kůže a jich kosmetika“ v posluchárně elektrotechnického ústavu c. k. čes. vysoké školy technické na Karlově nám. (vchod z Resslovy ul.). Téhož dne pokr. ve svém kursu pan prof. dr. Jar. Sedláček „Biblické osoby v povstech východních národů“. xyxy=(66,946,565,1034)
news-item-heading: Peary a Cook, xyxy=(89,1091,192,1106)
news-item-text: se návrh, aby paušál na psací potřeby — měsíčně úřednictvu vyplacený — věnován byl Ústřední Matici školské. Slechetný návrh tento těšce dal by se provésti, kdyby v každém úřadě jeden obětavý našinec paušál od p. t. kolegů vybral a úložním lístkem poštovní spořitelny, které na požádání kancelář Ústř. Matice školské v Praze I., 418 obratem zašle, pokladně matiční poukázal. Výkaz příspěvků uveřejňován by byl ve „Věstníku“ Ústř. Matice školské, který bude sběratelům pravidelně zasílán. Doufejme, že české úřednictvo v přízni své ku školství Ústřední Matice školské nezůstane pozadu za úřednictvem německým, které, jak známo, jest nejštědřejším fedrovatelem sbírek na Schulverein a milion Rosegerův. xyxy=(66,728,565,925)
news-item-heading: Česká zahradnicko-ovocnická výstava 1910 xyxy=(95,1781,428,1795)
news-item: * Věneček Moravanů. Přípravy k věnečku Moravanů postupují tou měrou, že se bude vyřizovati reklamace dam. Reklamační kancelář bude otevřena v úterý a ve středu od 10 do 12 hod., ve čtvrtek od ½ 11 do ½ 1 hod. a v pátek od 1 do 2 a od 4 do 5 hod., ve středu od 11 do 1 hod. a v pondělí od 11 do 12 hod. v místnostech „Radhošť“ ve Spálené ulici č. 20, III. (akademický dům). Písemné reklamace budtež zasílány na adresu: IngC. Rud. Vrtal, Praha II., Spálená ul. 20 („Radhošť“). xyxy=(597,1254,1095,1379)
news-item: * Čtvrtý akademický večírek koná se v úterý dnes o 8. hod. na Žofíně. Taneční pořádky, navržené arch. kand. J. Kodlem, a celé arrangement jistě přispěje k mílému překvapení a dobré zábavě všech, kdož již dnes dostavíte na Žofín. xyxy=(597,1000,1095,1070)
news-item: * Zábavní výbor „Spolku českých úředníků železničních“ pořádá mikulášskou zábavu v pátek 3. prosince v Národním domě na Král. Vinohradech. Po večerním pořadu, sestávajícím z vybraných humoristických a hudebních čísel a rozdělení darků zahájí se při hudbě chvalně známé sokolské kapely Hermanovy tanec. Začátek o půl 8. hod. več. Vstupné za osobu 1 K, rodina (3 osoby) 2 K. Dárky, za jichž doručení dlužno zaplatiti předem 10 h za kus, přijímají se v den zábavy u pokladny. Čistý výtěžek připadne Ústřední Matici školské a podpůrnému fondu Spolku českých úředníků železničních. xyxy=(597,257,1095,417)
news-item-text: a řada jiných cestovatelů do končin věčného ledu a sněhu, objeví se zrakům účastníků velkolepé, Svazem Osvětovým již ve středu dne 24. t. m. o 8. hod. več. ve velké dvoraně Žofínské pořádané přednášky prof. dra Václava Sixty: „Cesty do severního polu“. Skvostné pohledy čtem přes 200 na Island, Spicberky, souostroví císaře Františka Josefa. Grönland atd. promítány budou skioptikonem. Předprodej vstupenek po 2 K 60 h, 1 K 50 h, 1 K a 40 hal. (k stání) v kanceláři Svazu osvětového (ul. „U Halánků“), v knihkupeckých prodejnách, označených na plakátech, a v rukavičkářském závodě Jos. Riedla na Karlově nám. (roh Myslíkovy ul.). xyxy=(66,1091,565,1270)
